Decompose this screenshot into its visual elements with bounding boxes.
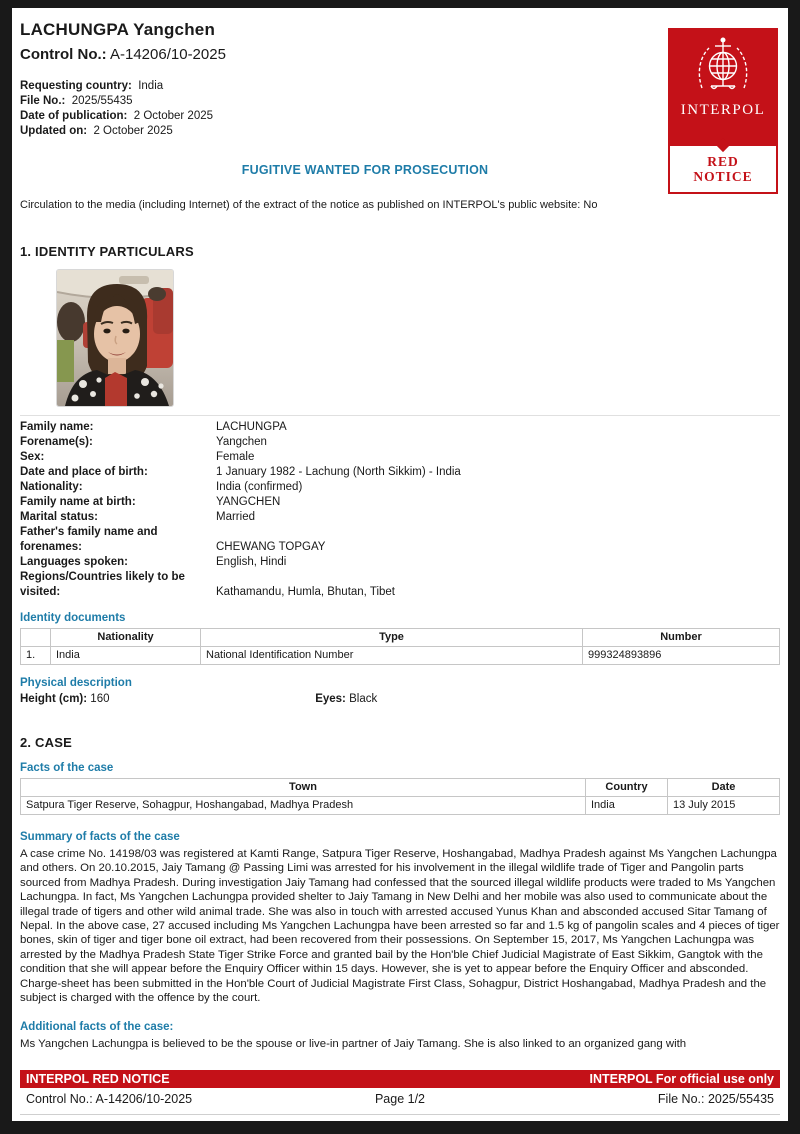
- circulation-statement: Circulation to the media (including Internet) of the extract of the notice as published on INTERPOL's public website: No: [20, 199, 598, 211]
- footer-bar-right: INTERPOL For official use only: [589, 1072, 774, 1086]
- additional-facts-heading: Additional facts of the case:: [20, 1021, 174, 1034]
- eyes-label: Eyes:: [315, 693, 346, 705]
- table-cell: Satpura Tiger Reserve, Sohagpur, Hoshangabad, Madhya Pradesh: [21, 797, 586, 815]
- height-label: Height (cm):: [20, 693, 88, 705]
- table-column-header: Number: [583, 629, 780, 647]
- physical-description-heading: Physical description: [20, 677, 132, 689]
- physical-description-line: [20, 693, 780, 705]
- table-cell: 999324893896: [583, 647, 780, 665]
- footer-control-value: A-14206/10-2025: [95, 1092, 193, 1106]
- identity-field-row: [20, 495, 780, 510]
- case-section-title: 2. CASE: [20, 735, 72, 750]
- identity-field-label: Nationality:: [20, 481, 83, 493]
- summary-text: A case crime No. 14198/03 was registered at Kamti Range, Satpura Tiger Reserve, Hoshangabad, Madhya Pradesh against Ms Yangchen Lachungpa and others. On 20.10.2015, Jaiy Tamang @ Passing Limi was arrested for his involvement in the illegal wildlife trade of Tiger and Pangolin parts sourced from Madhya Pradesh. During investigation Jaiy Tamang had confessed that the sourced illegal wildlife products were traded to Ms Yangchen Lachungpa. In fact, Ms Yangchen Lachungpa provided shelter to Jaiy Tamang in New Delhi and her mobile was also used to communicate about the illegal trade of tigers and other wild animal trade. She was also in touch with arrested accused Yunus Khan and absconded accused Sitar Tamang of Nepal. In the above case, 27 accused including Ms Yangchen Lachungpa have been arrested so far and 1.5 kg of pangolin scales and 4 pieces of tiger bones, skin of tiger and tiger bone oil extract, had been recovered from their possessions. On September 15, 2017, Ms Yangchen Lachungpa was arrested by the Madhya Pradesh State Tiger Strike Force and granted bail by the Hon'ble Chief Judicial Magistrate of East Sikkim, Gangtok with the condition that she will appear before the Enquiry Officer within 15 days. However, she is yet to appear before the Enquiry Officer and absconded. Charge-sheet has been submitted in the Hon'ble Court of Judicial Magistrate First Class, Sohagpur, District Hoshangabad, Madhya Pradesh and the subject is charged with the offence by the court.: [20, 848, 780, 1005]
- identity-field-value: YANGCHEN: [216, 496, 281, 508]
- table-row: [21, 647, 780, 665]
- identity-field-value: India (confirmed): [216, 481, 303, 493]
- header-meta-line: [20, 109, 780, 124]
- footer-page-number: Page 1/2: [374, 1092, 426, 1106]
- facts-table-body: [21, 797, 780, 815]
- identity-field-value: Female: [216, 451, 255, 463]
- identity-field-label: Family name at birth:: [20, 496, 136, 508]
- control-number-line: [20, 46, 780, 63]
- table-column-header: Country: [586, 779, 668, 797]
- header-meta-line: [20, 94, 780, 109]
- table-cell: National Identification Number: [201, 647, 583, 665]
- summary-heading: Summary of facts of the case: [20, 831, 180, 843]
- identity-documents-table-head: [21, 629, 780, 647]
- red-notice-badge: [668, 144, 778, 194]
- identity-field-label: Date and place of birth:: [20, 466, 148, 478]
- interpol-logo: [668, 28, 778, 194]
- table-cell: India: [586, 797, 668, 815]
- identity-field-label: Father's family name and forenames:: [20, 526, 158, 553]
- table-cell: 1.: [21, 647, 51, 665]
- meta-value: 2 October 2025: [87, 125, 173, 137]
- footer-file-label: File No.:: [657, 1092, 705, 1106]
- identity-field-row: [20, 420, 780, 435]
- meta-label: Date of publication:: [20, 110, 128, 122]
- meta-label: Requesting country:: [20, 80, 132, 92]
- identity-field-row: [20, 525, 780, 555]
- identity-field-row: [20, 465, 780, 480]
- header-meta: [20, 79, 780, 139]
- footer-file-number: [425, 1092, 774, 1106]
- footer-bar-left: INTERPOL RED NOTICE: [26, 1072, 170, 1086]
- identity-field-value: Kathamandu, Humla, Bhutan, Tibet: [216, 586, 395, 598]
- identity-field-label: Family name:: [20, 421, 94, 433]
- identity-field-row: [20, 480, 780, 495]
- identity-field-label: Forename(s):: [20, 436, 93, 448]
- interpol-emblem-icon: [692, 36, 754, 100]
- interpol-logo-red-box: [668, 28, 778, 144]
- additional-facts-text: Ms Yangchen Lachungpa is believed to be the spouse or live-in partner of Jaiy Tamang. She is also linked to an organized gang with: [20, 1038, 687, 1051]
- table-column-header: Nationality: [51, 629, 201, 647]
- control-number-value: A-14206/10-2025: [110, 46, 226, 63]
- table-column-header: [21, 629, 51, 647]
- subject-photo-illustration: [57, 270, 173, 406]
- meta-value: 2025/55435: [65, 95, 133, 107]
- eyes-value: Black: [349, 693, 378, 705]
- header: [20, 20, 780, 230]
- footer-control-number: [26, 1092, 375, 1106]
- subject-photo: [56, 269, 174, 407]
- identity-field-label: Marital status:: [20, 511, 98, 523]
- red-notice-word-notice: NOTICE: [693, 169, 753, 184]
- height-value: 160: [90, 693, 110, 705]
- subject-name-title: LACHUNGPA Yangchen: [20, 20, 216, 39]
- red-notice-word-red: RED: [707, 154, 739, 169]
- identity-field-value: Married: [216, 511, 255, 523]
- notice-type-banner: FUGITIVE WANTED FOR PROSECUTION: [241, 163, 489, 177]
- identity-documents-table-body: [21, 647, 780, 665]
- identity-field-value: Yangchen: [216, 436, 267, 448]
- identity-field-row: [20, 555, 780, 570]
- footer-control-label: Control No.:: [26, 1092, 93, 1106]
- table-cell: India: [51, 647, 201, 665]
- table-row: [21, 797, 780, 815]
- red-notice-page: [12, 8, 788, 1121]
- footer-red-bar: [20, 1070, 780, 1088]
- table-column-header: Date: [668, 779, 780, 797]
- identity-field-row: [20, 450, 780, 465]
- control-number-label: Control No.:: [20, 46, 107, 63]
- meta-label: File No.:: [20, 95, 66, 107]
- identity-field-value: English, Hindi: [216, 556, 287, 568]
- section-divider: [20, 415, 780, 416]
- meta-value: 2 October 2025: [127, 110, 214, 122]
- identity-field-label: Languages spoken:: [20, 556, 128, 568]
- meta-value: India: [131, 80, 164, 92]
- interpol-wordmark: INTERPOL: [680, 102, 766, 118]
- identity-field-row: [20, 510, 780, 525]
- table-cell: 13 July 2015: [668, 797, 780, 815]
- header-meta-line: [20, 124, 780, 139]
- identity-field-value: CHEWANG TOPGAY: [216, 541, 326, 553]
- identity-section-title: 1. IDENTITY PARTICULARS: [20, 244, 194, 259]
- footer: [20, 1070, 780, 1115]
- identity-documents-heading: Identity documents: [20, 612, 126, 624]
- footer-file-value: 2025/55435: [707, 1092, 774, 1106]
- facts-table-head: [21, 779, 780, 797]
- table-column-header: Town: [21, 779, 586, 797]
- facts-table: [20, 778, 780, 815]
- identity-field-value: 1 January 1982 - Lachung (North Sikkim) - India: [216, 466, 461, 478]
- footer-info-row: [20, 1088, 780, 1115]
- table-column-header: Type: [201, 629, 583, 647]
- facts-of-case-heading: Facts of the case: [20, 762, 114, 774]
- identity-documents-table: [20, 628, 780, 665]
- identity-fields: [20, 420, 780, 600]
- meta-label: Updated on:: [20, 125, 88, 137]
- identity-field-value: LACHUNGPA: [216, 421, 287, 433]
- identity-field-label: Sex:: [20, 451, 45, 463]
- identity-field-row: [20, 570, 780, 600]
- header-meta-line: [20, 79, 780, 94]
- identity-field-row: [20, 435, 780, 450]
- identity-field-label: Regions/Countries likely to be visited:: [20, 571, 185, 598]
